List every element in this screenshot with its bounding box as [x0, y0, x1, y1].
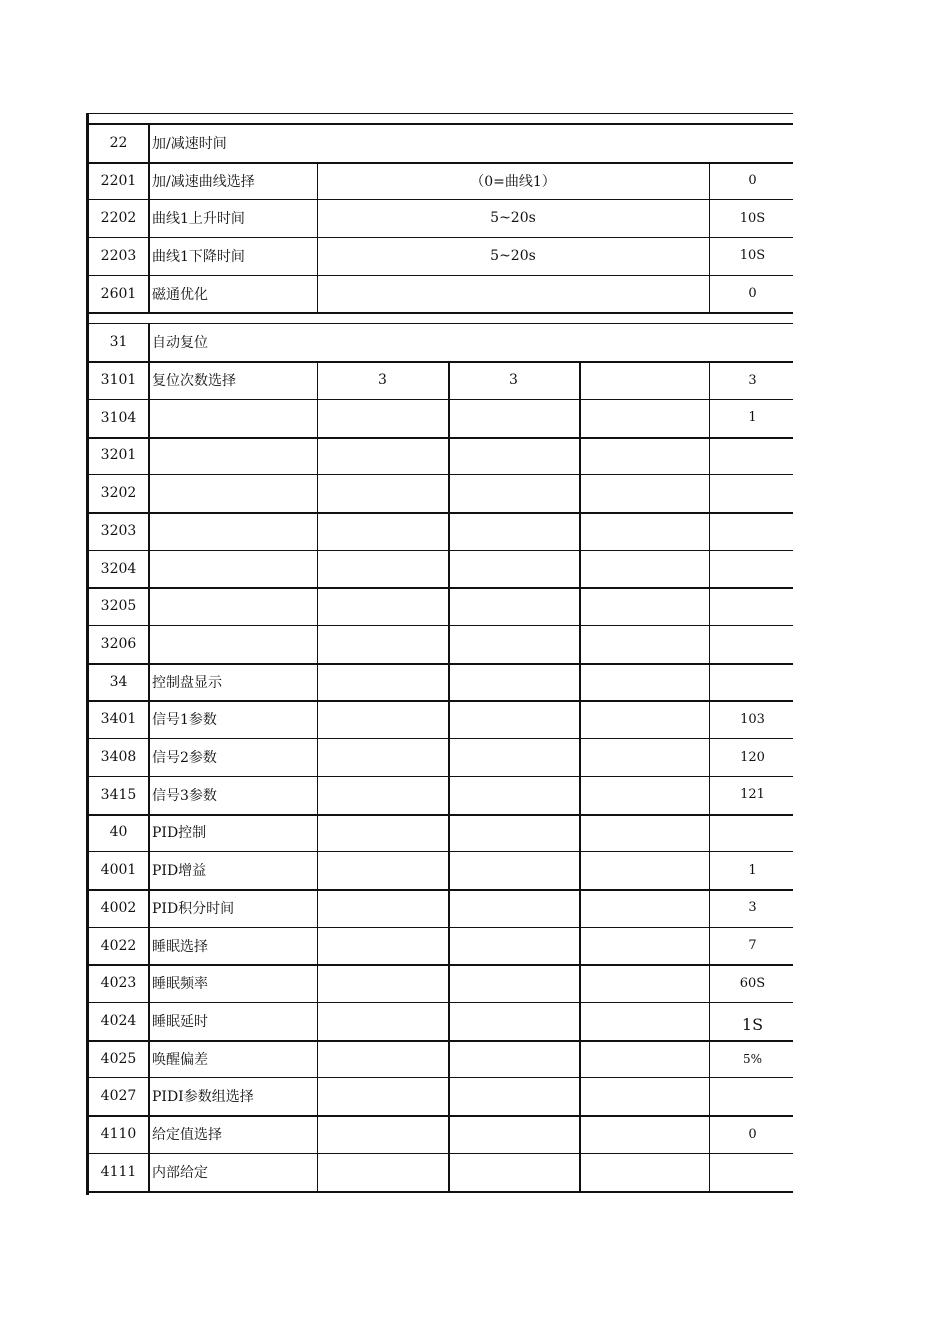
- column-divider: [148, 437, 150, 475]
- column-divider: [148, 512, 150, 550]
- parameter-code: 34: [109, 673, 128, 690]
- column-divider: [148, 474, 150, 512]
- parameter-code: 2201: [100, 172, 137, 189]
- parameter-name: 信号2参数: [152, 750, 217, 767]
- table-row: [89, 399, 793, 437]
- parameter-value: 103: [740, 711, 765, 727]
- parameter-code: 4022: [100, 937, 137, 954]
- setting-column-2: [448, 889, 579, 927]
- setting-column-3: [579, 399, 709, 437]
- setting-column-2: [448, 701, 579, 739]
- setting-column-1: [317, 587, 448, 625]
- setting-column-3: [579, 738, 709, 776]
- column-divider: [148, 275, 150, 313]
- table-row: [89, 324, 793, 362]
- setting-column-1: [317, 550, 448, 588]
- setting-column-1: 3: [378, 372, 387, 389]
- parameter-code: 2202: [100, 210, 137, 227]
- parameter-value: [709, 550, 796, 588]
- setting-column-1: [317, 1153, 448, 1191]
- parameter-name: 加/减速曲线选择: [152, 173, 255, 190]
- parameter-code: 3203: [100, 522, 137, 539]
- parameter-value: [709, 814, 796, 852]
- column-divider: [148, 361, 150, 399]
- column-divider: [148, 399, 150, 437]
- table-row: [89, 964, 793, 1002]
- parameter-name: 睡眠选择: [152, 938, 208, 955]
- setting-column-3: [579, 512, 709, 550]
- column-divider: [148, 625, 150, 663]
- setting-column-3: [579, 550, 709, 588]
- parameter-code: 3104: [100, 409, 137, 426]
- parameter-code: 3101: [100, 372, 137, 389]
- setting-column-3: [579, 889, 709, 927]
- column-divider: [148, 927, 150, 965]
- parameter-value: 3: [748, 900, 757, 916]
- parameter-value: 10S: [739, 210, 766, 226]
- column-divider: [148, 1115, 150, 1153]
- parameter-table: [86, 113, 793, 1195]
- parameter-value: 0: [748, 1126, 757, 1142]
- parameter-name: 睡眠频率: [152, 976, 208, 993]
- parameter-value: [709, 512, 796, 550]
- parameter-value: 5%: [742, 1051, 763, 1066]
- parameter-value: [709, 587, 796, 625]
- table-row: [89, 437, 793, 475]
- row-border: [89, 312, 793, 314]
- setting-column-1: [317, 1002, 448, 1040]
- setting-column-3: [579, 1153, 709, 1191]
- setting-column-2: [448, 927, 579, 965]
- table-row: [89, 162, 793, 200]
- setting-column-3: [579, 663, 709, 701]
- parameter-name: 内部给定: [152, 1164, 208, 1181]
- column-divider: [148, 199, 150, 237]
- setting-column-1: [317, 776, 448, 814]
- table-row: [89, 1115, 793, 1153]
- parameter-value: 0: [748, 286, 757, 302]
- column-divider: [148, 124, 150, 162]
- parameter-name: 磁通优化: [152, 286, 208, 303]
- parameter-value: 1: [748, 862, 757, 878]
- setting-column-3: [579, 701, 709, 739]
- parameter-name: 曲线1上升时间: [152, 211, 245, 228]
- table-row: [89, 851, 793, 889]
- setting-column-2: [448, 851, 579, 889]
- setting-column-3: [579, 964, 709, 1002]
- parameter-value: [709, 625, 796, 663]
- setting-column-2: [448, 738, 579, 776]
- table-row: [89, 701, 793, 739]
- setting-column-3: [579, 927, 709, 965]
- parameter-value: 1S: [741, 1015, 764, 1035]
- parameter-name: [148, 474, 317, 512]
- table-row: [89, 663, 793, 701]
- setting-column-3: [579, 776, 709, 814]
- setting-column-3: [579, 587, 709, 625]
- table-row: [89, 361, 793, 399]
- setting-column-3: [579, 1040, 709, 1078]
- column-divider: [148, 1078, 150, 1116]
- parameter-name: [148, 587, 317, 625]
- parameter-name: [148, 625, 317, 663]
- setting-column-1: [317, 814, 448, 852]
- table-row: [89, 776, 793, 814]
- setting-column-2: [448, 964, 579, 1002]
- parameter-code: 2203: [100, 247, 137, 264]
- parameter-code: 4024: [100, 1012, 137, 1029]
- parameter-name: PID积分时间: [152, 900, 235, 917]
- table-row: [89, 587, 793, 625]
- parameter-range: 5~20s: [490, 247, 536, 264]
- parameter-value: 7: [748, 938, 757, 954]
- table-row: [89, 625, 793, 663]
- parameter-name: 控制盘显示: [152, 674, 222, 691]
- parameter-code: 3408: [100, 749, 137, 766]
- setting-column-2: [448, 776, 579, 814]
- parameter-code: 4027: [100, 1088, 137, 1105]
- setting-column-1: [317, 512, 448, 550]
- row-border: [89, 1191, 793, 1193]
- table-row: [89, 1153, 793, 1191]
- setting-column-1: [317, 889, 448, 927]
- setting-column-3: [579, 1115, 709, 1153]
- setting-column-1: [317, 738, 448, 776]
- parameter-name: [148, 550, 317, 588]
- column-divider: [148, 1153, 150, 1191]
- parameter-name: [148, 399, 317, 437]
- column-divider: [148, 776, 150, 814]
- setting-column-1: [317, 927, 448, 965]
- parameter-name: [148, 437, 317, 475]
- setting-column-3: [579, 437, 709, 475]
- setting-column-2: [448, 512, 579, 550]
- setting-column-2: [448, 625, 579, 663]
- parameter-name: PID增益: [152, 863, 207, 880]
- parameter-name: 复位次数选择: [152, 373, 236, 390]
- parameter-code: 3201: [100, 447, 137, 464]
- setting-column-1: [317, 437, 448, 475]
- table-row: [89, 1002, 793, 1040]
- parameter-code: 3415: [100, 786, 137, 803]
- parameter-value: 10S: [739, 248, 766, 264]
- setting-column-2: [448, 474, 579, 512]
- setting-column-2: [448, 1002, 579, 1040]
- setting-column-2: [448, 814, 579, 852]
- parameter-name: 自动复位: [152, 335, 208, 352]
- parameter-name: 信号3参数: [152, 787, 217, 804]
- setting-column-1: [317, 1078, 448, 1116]
- parameter-code: 4025: [100, 1050, 137, 1067]
- table-row: [89, 275, 793, 313]
- setting-column-2: [448, 550, 579, 588]
- setting-column-1: [317, 399, 448, 437]
- parameter-name: PIDI参数组选择: [152, 1089, 254, 1106]
- column-divider: [148, 162, 150, 200]
- setting-column-3: [579, 361, 709, 399]
- table-row: [89, 814, 793, 852]
- parameter-value: [709, 663, 796, 701]
- column-divider: [148, 237, 150, 275]
- parameter-value: 60S: [739, 975, 766, 991]
- column-divider: [148, 1002, 150, 1040]
- parameter-value: 0: [748, 173, 757, 189]
- table-row: [89, 237, 793, 275]
- table-row: [89, 738, 793, 776]
- column-divider: [148, 851, 150, 889]
- table-row: [89, 927, 793, 965]
- table-row: [89, 1040, 793, 1078]
- parameter-code: 3206: [100, 635, 137, 652]
- parameter-value: 121: [740, 787, 765, 803]
- parameter-code: 4001: [100, 862, 137, 879]
- table-row: [89, 474, 793, 512]
- setting-column-2: [448, 399, 579, 437]
- parameter-code: 3202: [100, 485, 137, 502]
- parameter-value: [709, 1078, 796, 1116]
- table-row: [89, 889, 793, 927]
- parameter-code: 4023: [100, 975, 137, 992]
- setting-column-2: [448, 1040, 579, 1078]
- setting-column-2: [448, 663, 579, 701]
- column-divider: [148, 889, 150, 927]
- setting-column-1: [317, 663, 448, 701]
- setting-column-2: [448, 1115, 579, 1153]
- table-row: [89, 199, 793, 237]
- table-row: [89, 550, 793, 588]
- parameter-code: 3205: [100, 598, 137, 615]
- table-row: [89, 124, 793, 162]
- column-divider: [148, 701, 150, 739]
- parameter-name: 睡眠延时: [152, 1013, 208, 1030]
- setting-column-3: [579, 474, 709, 512]
- parameter-code: 22: [109, 134, 128, 151]
- setting-column-2: [448, 437, 579, 475]
- column-divider: [148, 324, 150, 362]
- parameter-name: PID控制: [152, 825, 207, 842]
- parameter-code: 2601: [100, 285, 137, 302]
- column-divider: [148, 964, 150, 1002]
- parameter-name: [148, 512, 317, 550]
- parameter-name: 曲线1下降时间: [152, 248, 245, 265]
- parameter-value: [709, 474, 796, 512]
- setting-column-3: [579, 1078, 709, 1116]
- setting-column-1: [317, 701, 448, 739]
- parameter-code: 40: [109, 824, 128, 841]
- setting-column-1: [317, 625, 448, 663]
- parameter-name: 加/减速时间: [152, 135, 227, 152]
- setting-column-1: [317, 1115, 448, 1153]
- column-divider: [148, 663, 150, 701]
- setting-column-1: [317, 851, 448, 889]
- setting-column-2: [448, 587, 579, 625]
- setting-column-3: [579, 851, 709, 889]
- table-row: [89, 512, 793, 550]
- parameter-code: 3204: [100, 560, 137, 577]
- parameter-value: [709, 437, 796, 475]
- parameter-code: 4002: [100, 899, 137, 916]
- parameter-code: 31: [109, 334, 128, 351]
- column-divider: [148, 738, 150, 776]
- parameter-code: 3401: [100, 711, 137, 728]
- parameter-range: 5~20s: [490, 210, 536, 227]
- parameter-name: 给定值选择: [152, 1127, 222, 1144]
- column-divider: [148, 550, 150, 588]
- parameter-code: 4110: [100, 1126, 137, 1143]
- column-divider: [148, 1040, 150, 1078]
- table-row: [89, 1078, 793, 1116]
- parameter-value: 1: [748, 410, 757, 426]
- setting-column-1: [317, 474, 448, 512]
- setting-column-3: [579, 625, 709, 663]
- column-divider: [148, 814, 150, 852]
- parameter-value: 120: [740, 749, 765, 765]
- column-divider: [148, 587, 150, 625]
- setting-column-3: [579, 1002, 709, 1040]
- parameter-name: 信号1参数: [152, 712, 217, 729]
- setting-column-2: [448, 1153, 579, 1191]
- parameter-value: [709, 1153, 796, 1191]
- table-top-border: [89, 113, 793, 114]
- setting-column-2: [448, 1078, 579, 1116]
- setting-column-3: [579, 814, 709, 852]
- parameter-range: [317, 275, 709, 313]
- setting-column-2: 3: [509, 372, 518, 389]
- parameter-name: 唤醒偏差: [152, 1051, 208, 1068]
- parameter-code: 4111: [100, 1163, 137, 1180]
- parameter-range: （0=曲线1）: [470, 173, 556, 190]
- setting-column-1: [317, 1040, 448, 1078]
- parameter-value: 3: [748, 372, 757, 388]
- setting-column-1: [317, 964, 448, 1002]
